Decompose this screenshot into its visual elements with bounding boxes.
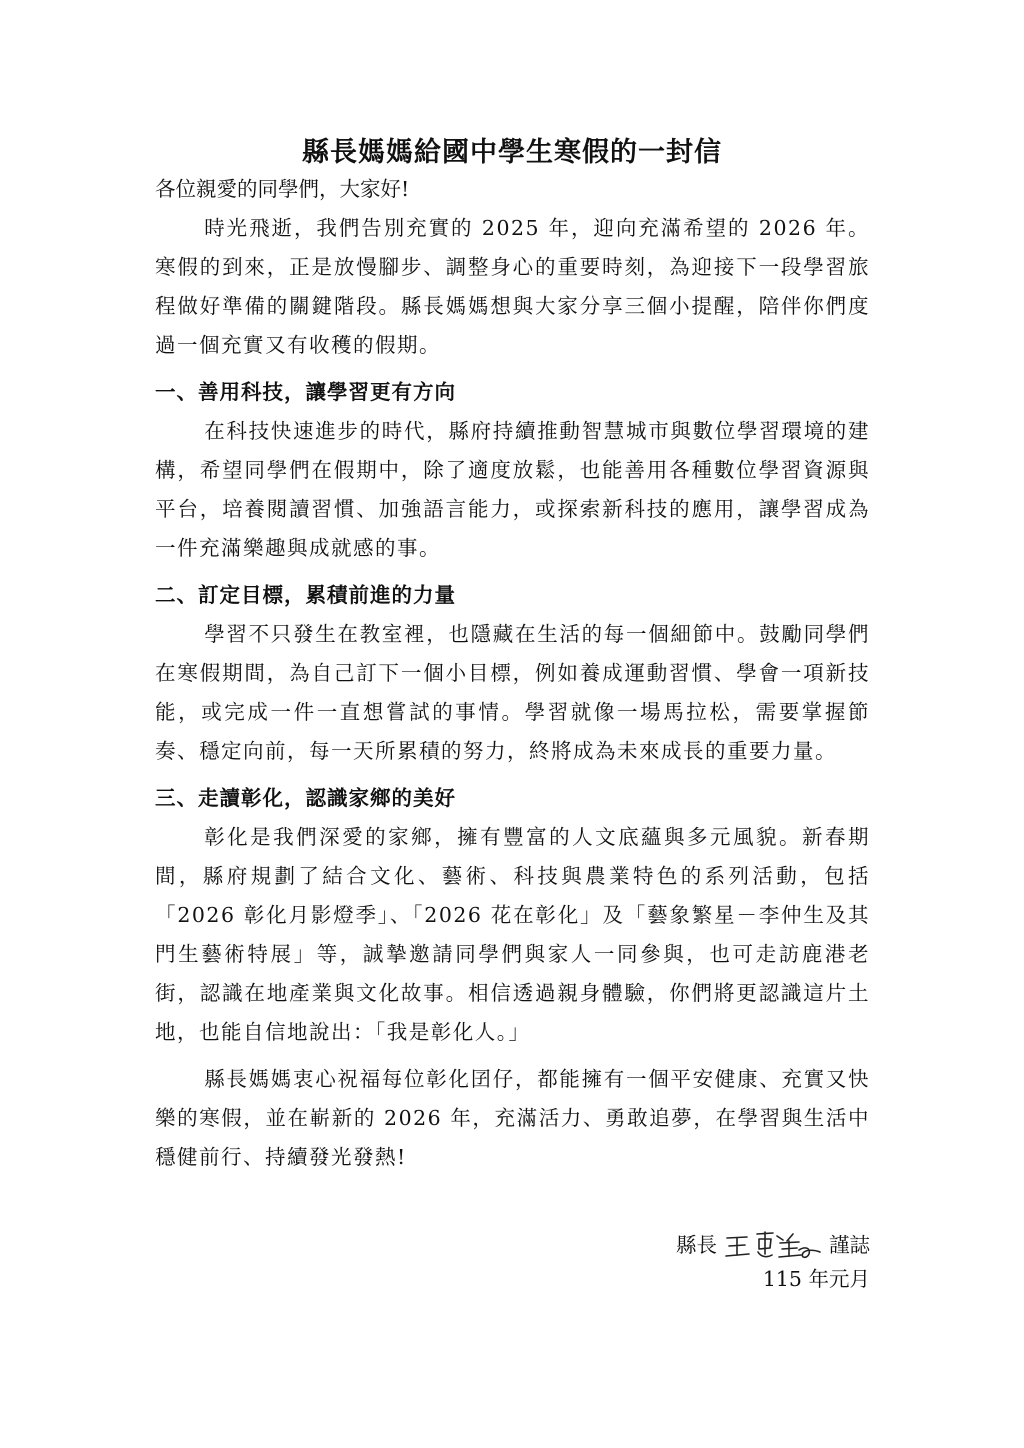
section-2-paragraph: 學習不只發生在教室裡，也隱藏在生活的每一個細節中。鼓勵同學們在寒假期間，為自己訂下一個小目標，例如養成運動習慣、學會一項新技能，或完成一件一直想嘗試的事情。學習就像一場馬拉松，需要掌握節奏、穩定向前，每一天所累積的努力，終將成為未來成長的重要力量。 <box>155 622 870 763</box>
letter-date: 115 年元月 <box>762 1267 870 1291</box>
handwritten-signature-icon <box>723 1228 823 1262</box>
signature-block <box>676 1228 870 1296</box>
signature-suffix: 謹誌 <box>829 1233 870 1257</box>
section-2-heading: 二、訂定目標，累積前進的力量 <box>155 583 456 607</box>
letter-title: 縣長媽媽給國中學生寒假的一封信 <box>302 137 722 168</box>
letter-body <box>155 170 870 1177</box>
section-3-paragraph: 彰化是我們深愛的家鄉，擁有豐富的人文底蘊與多元風貌。新春期間，縣府規劃了結合文化、藝術、科技與農業特色的系列活動，包括「2026 彰化月影燈季」、「2026 花在彰化」及「藝象繁星－李仲生及其門生藝術特展」等，誠摯邀請同學們與家人一同參與，也可走訪鹿港老街，認識在地產業與文化故事。相信透過親身體驗，你們將更認識這片土地，也能自信地說出：「我是彰化人。」 <box>155 825 870 1044</box>
greeting: 各位親愛的同學們，大家好! <box>155 177 410 201</box>
signature-line <box>676 1228 870 1262</box>
section-1-heading: 一、善用科技，讓學習更有方向 <box>155 380 456 404</box>
signature-prefix: 縣長 <box>676 1233 717 1257</box>
closing-paragraph: 縣長媽媽衷心祝福每位彰化囝仔，都能擁有一個平安健康、充實又快樂的寒假，並在嶄新的 2026 年，充滿活力、勇敢追夢，在學習與生活中穩健前行、持續發光發熱! <box>155 1067 870 1169</box>
section-3-heading: 三、走讀彰化，認識家鄉的美好 <box>155 786 456 810</box>
intro-paragraph: 時光飛逝，我們告別充實的 2025 年，迎向充滿希望的 2026 年。寒假的到來，正是放慢腳步、調整身心的重要時刻，為迎接下一段學習旅程做好準備的關鍵階段。縣長媽媽想與大家分享三個小提醒，陪伴你們度過一個充實又有收穫的假期。 <box>155 216 870 357</box>
section-1-paragraph: 在科技快速進步的時代，縣府持續推動智慧城市與數位學習環境的建構，希望同學們在假期中，除了適度放鬆，也能善用各種數位學習資源與平台，培養閱讀習慣、加強語言能力，或探索新科技的應用，讓學習成為一件充滿樂趣與成就感的事。 <box>155 419 870 560</box>
